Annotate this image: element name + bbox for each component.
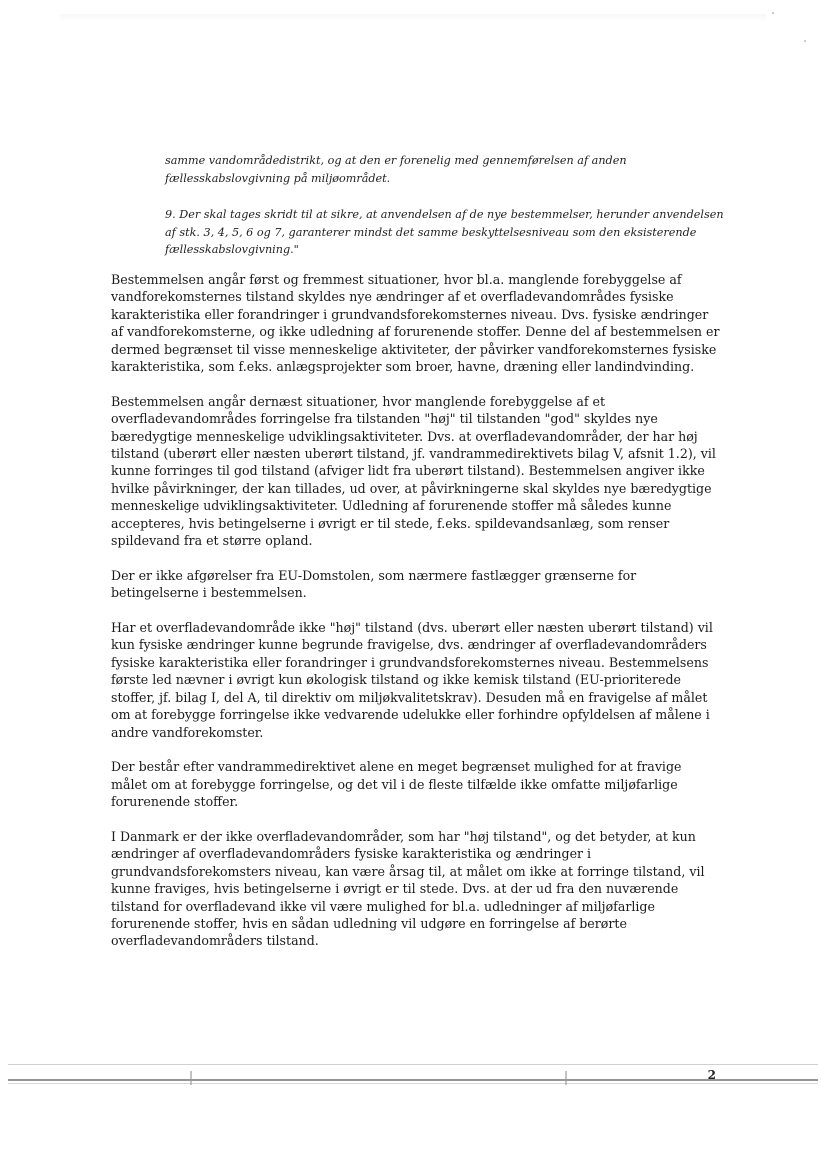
quote-paragraph-1: samme vandområdedistrikt, og at den er forenelig med gennemførelsen af anden fællesskabslovgivning på miljøområdet.: [165, 154, 627, 185]
footer-rule: [8, 1083, 818, 1084]
quote-paragraph-2: 9. Der skal tages skridt til at sikre, at anvendelsen af de nye bestemmelser, herunder anvendelsen af stk. 3, 4, 5, 6 og 7, garanterer mindst det samme beskyttelsesniveau som den eksisterende fællesskabslovgivning.": [165, 208, 724, 256]
paragraph: Der består efter vandrammedirektivet alene en meget begrænset mulighed for at fravige målet om at forebygge forringelse, og det vil i de fleste tilfælde ikke omfatte miljøfarlige forurenende stoffer.: [111, 759, 682, 810]
paragraph: Har et overfladevandområde ikke "høj" tilstand (dvs. uberørt eller næsten uberørt tilstand) vil kun fysiske ændringer kunne begrunde fravigelse, dvs. ændringer af overfladevandområders fysiske karakteristika eller forandringer i grundvandsforekomsternes niveau. Bestemmelsens første led nævner i øvrigt kun økologisk tilstand og ikke kemisk tilstand (EU-prioriterede stoffer, jf. bilag I, del A, til direktiv om miljøkvalitetskrav). Desuden må en fravigelse af målet om at forebygge forringelse ikke vedvarende udelukke eller forhindre opfyldelsen af målene i andre vandforekomster.: [111, 620, 713, 740]
page-number: 2: [707, 1068, 716, 1082]
footer-tick: [190, 1071, 192, 1085]
quote-block-continuation: [165, 152, 725, 187]
paragraph: Bestemmelsen angår dernæst situationer, hvor manglende forebyggelse af et overfladevandområdes forringelse fra tilstanden "høj" til tilstanden "god" skyldes nye bæredygtige menneskelige udviklingsaktiviteter. Dvs. at overfladevandområder, der har høj tilstand (uberørt eller næsten uberørt tilstand, jf. vandrammedirektivets bilag V, afsnit 1.2), vil kunne forringes til god tilstand (afviger lidt fra uberørt tilstand). Bestemmelsen angiver ikke hvilke påvirkninger, der kan tillades, ud over, at påvirkningerne skal skyldes nye bæredygtige menneskelige udviklingsaktiviteter. Udledning af forurenende stoffer må således kunne accepteres, hvis betingelserne i øvrigt er til stede, f.eks. spildevandsanlæg, som renser spildevand fra et større opland.: [111, 393, 716, 549]
footer-tick: [565, 1071, 567, 1085]
scan-speck: [772, 12, 774, 14]
quote-block-item-9: [165, 206, 725, 259]
body-text: [111, 271, 721, 967]
scan-artifact: [60, 14, 766, 22]
scan-speck: [804, 40, 806, 42]
paragraph: I Danmark er der ikke overfladevandområder, som har "høj tilstand", og det betyder, at kun ændringer af overfladevandområders fysiske karakteristika og ændringer i grundvandsforekomsters niveau, kan være årsag til, at målet om ikke at forringe tilstand, vil kunne fraviges, hvis betingelserne i øvrigt er til stede. Dvs. at der ud fra den nuværende tilstand for overfladevand ikke vil være mulighed for bl.a. udledninger af miljøfarlige forurenende stoffer, hvis en sådan udledning vil udgøre en forringelse af berørte overfladevandområders tilstand.: [111, 828, 705, 949]
paragraph: Der er ikke afgørelser fra EU-Domstolen, som nærmere fastlægger grænserne for betingelserne i bestemmelsen.: [111, 567, 637, 601]
footer-rules: [0, 1060, 826, 1090]
footer-rule: [8, 1064, 818, 1065]
footer-rule: [8, 1079, 818, 1081]
paragraph: Bestemmelsen angår først og fremmest situationer, hvor bl.a. manglende forebyggelse af vandforekomsternes tilstand skyldes nye ændringer af et overfladevandområdes fysiske karakteristika eller forandringer i grundvandsforekomsternes niveau. Dvs. fysiske ændringer af vandforekomsterne, og ikke udledning af forurenende stoffer. Denne del af bestemmelsen er dermed begrænset til visse menneskelige aktiviteter, der påvirker vandforekomsternes fysiske karakteristika, som f.eks. anlægsprojekter som broer, havne, dræning eller landindvinding.: [111, 272, 720, 375]
